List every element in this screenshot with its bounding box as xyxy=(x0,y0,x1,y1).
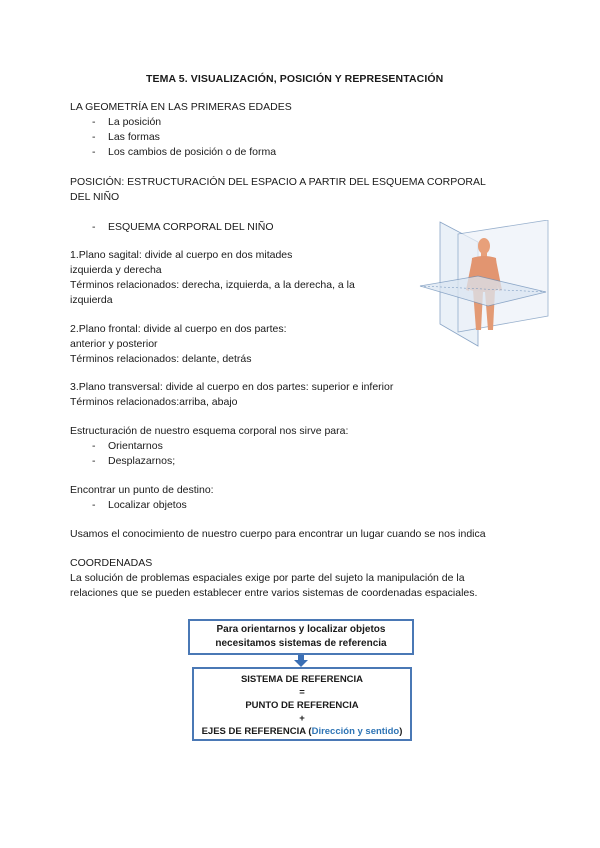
estructuracion-intro: Estructuración de nuestro esquema corporal nos sirve para: xyxy=(70,425,349,437)
document-title: TEMA 5. VISUALIZACIÓN, POSICIÓN Y REPRESENTACIÓN xyxy=(146,73,444,85)
sub-item-esquema: ESQUEMA CORPORAL DEL NIÑO xyxy=(108,221,274,233)
plano-sagital-line: Términos relacionados: derecha, izquierda, a la derecha, a la xyxy=(70,279,355,291)
plano-frontal-line: 2.Plano frontal: divide al cuerpo en dos partes: xyxy=(70,323,287,335)
plano-sagital-line: izquierda y derecha xyxy=(70,264,162,276)
plano-frontal-line: Términos relacionados: delante, detrás xyxy=(70,353,252,365)
plano-transversal-line: 3.Plano transversal: divide al cuerpo en dos partes: superior e inferior xyxy=(70,381,394,393)
plano-frontal-line: anterior y posterior xyxy=(70,338,158,350)
list-item: Las formas xyxy=(108,131,160,143)
bullet-dash: - xyxy=(92,440,96,452)
body-planes-figure xyxy=(418,220,550,348)
bullet-dash: - xyxy=(92,499,96,511)
punto-referencia-label: PUNTO DE REFERENCIA xyxy=(245,700,359,711)
plano-transversal-line: Términos relacionados:arriba, abajo xyxy=(70,396,238,408)
bullet-dash: - xyxy=(92,116,96,128)
ejes-referencia-close: ) xyxy=(399,726,403,737)
equals-sign: = xyxy=(299,687,305,698)
sistema-referencia-label: SISTEMA DE REFERENCIA xyxy=(240,674,364,685)
section-heading-coordenadas: COORDENADAS xyxy=(70,557,153,569)
arrow-down-icon xyxy=(294,655,308,667)
ejes-referencia-label xyxy=(194,725,410,738)
section-heading-posicion: POSICIÓN: ESTRUCTURACIÓN DEL ESPACIO A PARTIR DEL ESQUEMA CORPORAL xyxy=(70,176,486,188)
coordenadas-text: relaciones que se pueden establecer entre varios sistemas de coordenadas espaciales. xyxy=(70,587,478,599)
plus-sign: + xyxy=(299,713,305,724)
ejes-referencia-text: EJES DE REFERENCIA ( xyxy=(201,726,312,737)
list-item: Los cambios de posición o de forma xyxy=(108,146,277,158)
coordenadas-text: La solución de problemas espaciales exige por parte del sujeto la manipulación de la xyxy=(70,572,465,584)
bullet-dash: - xyxy=(92,221,96,233)
section-heading-posicion-cont: DEL NIÑO xyxy=(70,191,120,203)
plano-sagital-line: izquierda xyxy=(70,294,113,306)
referencia-intro-line2: necesitamos sistemas de referencia xyxy=(215,638,387,649)
plano-sagital-line: 1.Plano sagital: divide al cuerpo en dos mitades xyxy=(70,249,293,261)
referencia-intro-line1: Para orientarnos y localizar objetos xyxy=(216,624,386,635)
usamos-text: Usamos el conocimiento de nuestro cuerpo para encontrar un lugar cuando se nos indica xyxy=(70,528,486,540)
list-item: Localizar objetos xyxy=(108,499,187,511)
list-item: Desplazarnos; xyxy=(108,455,176,467)
list-item: Orientarnos xyxy=(108,440,163,452)
bullet-dash: - xyxy=(92,455,96,467)
section-heading-geometria: LA GEOMETRÍA EN LAS PRIMERAS EDADES xyxy=(70,101,292,113)
list-item: La posición xyxy=(108,116,162,128)
destino-intro: Encontrar un punto de destino: xyxy=(70,484,214,496)
bullet-dash: - xyxy=(92,146,96,158)
bullet-dash: - xyxy=(92,131,96,143)
direccion-sentido-text: Dirección y sentido xyxy=(311,726,400,737)
sistema-referencia-box xyxy=(192,667,412,741)
referencia-intro-box xyxy=(188,619,414,655)
